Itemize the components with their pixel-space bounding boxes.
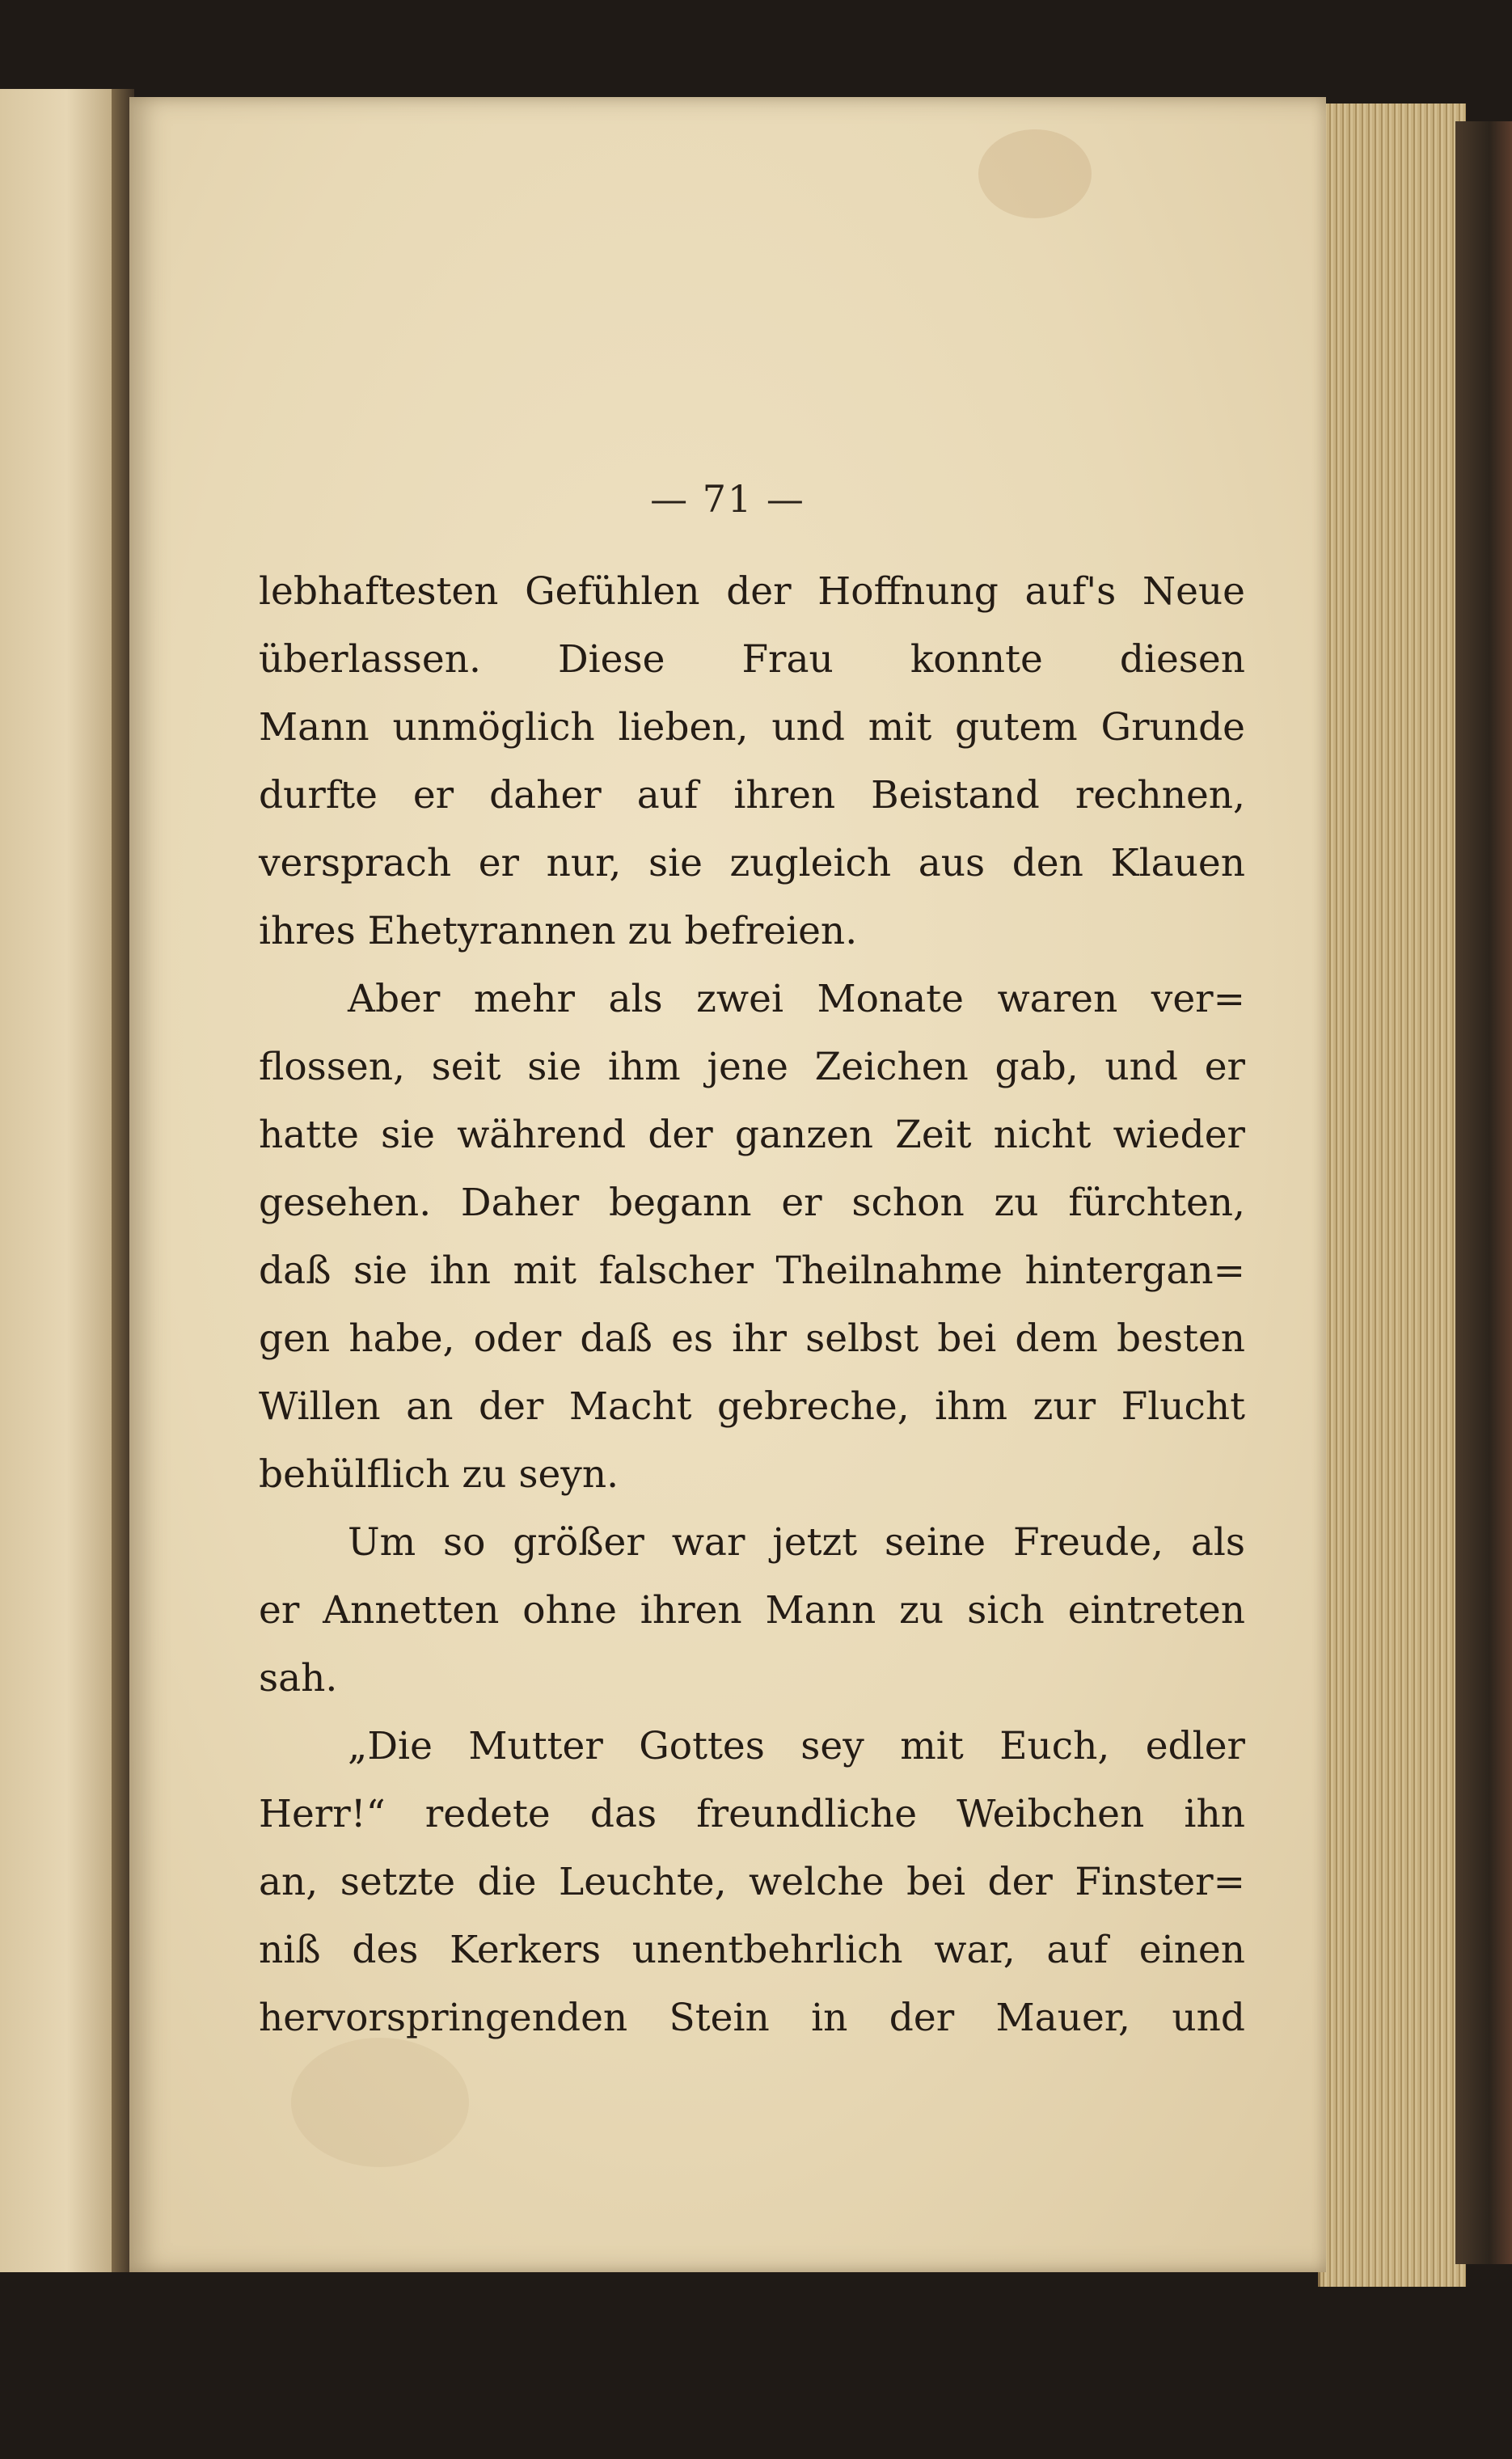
text-line: flossen, seit sie ihm jene Zeichen gab, und er (259, 1045, 1245, 1089)
text-line: Um so größer war jetzt seine Freude, als (348, 1520, 1245, 1565)
body-text (259, 558, 1245, 2052)
text-line: hervorspringenden Stein in der Mauer, und (259, 1996, 1245, 2040)
text-line: behülflich zu seyn. (259, 1452, 619, 1497)
text-line: lebhaftesten Gefühlen der Hoffnung auf's Neue (259, 569, 1245, 614)
text-line: gesehen. Daher begann er schon zu fürchten, (259, 1181, 1245, 1225)
text-line: „Die Mutter Gottes sey mit Euch, edler (348, 1724, 1245, 1768)
text-line: Aber mehr als zwei Monate waren ver= (348, 977, 1245, 1021)
page-edges-stack (1318, 104, 1466, 2287)
text-line: ihres Ehetyrannen zu befreien. (259, 909, 858, 953)
text-line: daß sie ihn mit falscher Theilnahme hintergan= (259, 1249, 1245, 1293)
page-number: — 71 — (650, 477, 805, 521)
text-line: er Annetten ohne ihren Mann zu sich eintreten (259, 1588, 1245, 1633)
text-line: gen habe, oder daß es ihr selbst bei dem besten (259, 1316, 1245, 1361)
text-line: Herr!“ redete das freundliche Weibchen ihn (259, 1792, 1245, 1836)
book-page (129, 97, 1326, 2272)
text-line: Mann unmöglich lieben, und mit gutem Grunde (259, 705, 1245, 750)
paper-stain (291, 2038, 469, 2167)
left-page-edge (0, 89, 121, 2272)
paper-stain (978, 129, 1092, 218)
text-line: niß des Kerkers unentbehrlich war, auf einen (259, 1928, 1245, 1972)
book-cover-edge (1455, 121, 1512, 2264)
text-line: an, setzte die Leuchte, welche bei der Finster= (259, 1860, 1245, 1904)
text-line: durfte er daher auf ihren Beistand rechnen, (259, 773, 1245, 818)
text-line: überlassen. Diese Frau konnte diesen (259, 637, 1245, 682)
text-line: sah. (259, 1656, 338, 1701)
text-line: hatte sie während der ganzen Zeit nicht wieder (259, 1113, 1245, 1157)
text-line: versprach er nur, sie zugleich aus den Klauen (259, 841, 1245, 885)
text-line: Willen an der Macht gebreche, ihm zur Flucht (259, 1384, 1245, 1429)
